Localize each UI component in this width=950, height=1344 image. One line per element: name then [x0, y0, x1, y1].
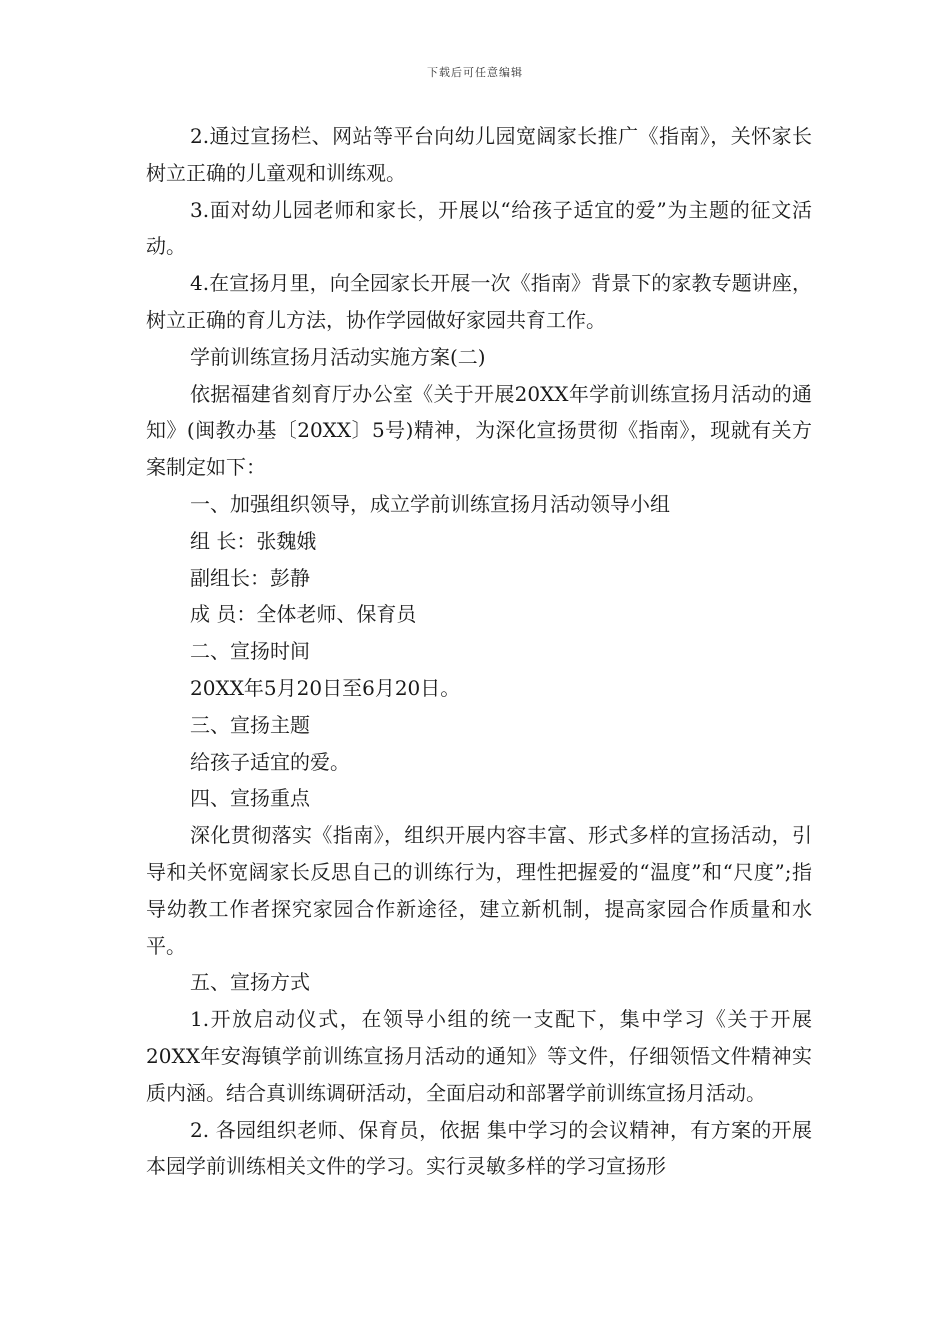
- leader-line: 组 长：张魏娥: [190, 528, 317, 553]
- theme-line: 给孩子适宜的爱。: [190, 749, 350, 774]
- members-line: 成 员：全体老师、保育员: [190, 602, 417, 627]
- document-body: [146, 118, 812, 1185]
- page-header: 下载后可任意编辑: [427, 66, 523, 79]
- paragraph-intro: 依据福建省刻育厅办公室《关于开展20XX年学前训练宣扬月活动的通知》(闽教办基〔20XX〕5号)精神，为深化宣扬贯彻《指南》，现就有关方案制定如下：: [146, 381, 812, 480]
- method-paragraph-1: 1.开放启动仪式，在领导小组的统一支配下，集中学习《关于开展20XX年安海镇学前训练宣扬月活动的通知》等文件，仔细领悟文件精神实质内涵。结合真训练调研活动，全面启动和部署学前训练宣扬月活动。: [146, 1007, 812, 1105]
- method-paragraph-2: 2. 各园组织老师、保育员，依据 集中学习的会议精神，有方案的开展本园学前训练相关文件的学习。实行灵敏多样的学习宣扬形: [146, 1117, 812, 1179]
- paragraph-1: 2.通过宣扬栏、网站等平台向幼儿园宽阔家长推广《指南》，关怀家长树立正确的儿童观和训练观。: [146, 124, 812, 185]
- paragraph-2: 3.面对幼儿园老师和家长，开展以“给孩子适宜的爱”为主题的征文活动。: [146, 197, 812, 259]
- heading-one: 一、加强组织领导，成立学前训练宣扬月活动领导小组: [190, 491, 670, 516]
- heading-five: 五、宣扬方式: [190, 970, 310, 995]
- focus-paragraph: 深化贯彻落实《指南》，组织开展内容丰富、形式多样的宣扬活动，引导和关怀宽阔家长反思自己的训练行为，理性把握爱的“温度”和“尺度”;指导幼教工作者探究家园合作新途径，建立新机制，提高家园合作质量和水平。: [146, 823, 812, 958]
- heading-four: 四、宣扬重点: [190, 786, 310, 811]
- section-title: 学前训练宣扬月活动实施方案(二): [190, 344, 486, 369]
- paragraph-3: 4.在宣扬月里，向全园家长开展一次《指南》背景下的家教专题讲座，树立正确的育儿方法，协作学园做好家园共育工作。: [146, 271, 812, 332]
- date-range: 20XX年5月20日至6月20日。: [190, 675, 461, 700]
- heading-two: 二、宣扬时间: [190, 639, 310, 664]
- deputy-leader-line: 副组长：彭静: [190, 565, 310, 590]
- heading-three: 三、宣扬主题: [190, 712, 310, 737]
